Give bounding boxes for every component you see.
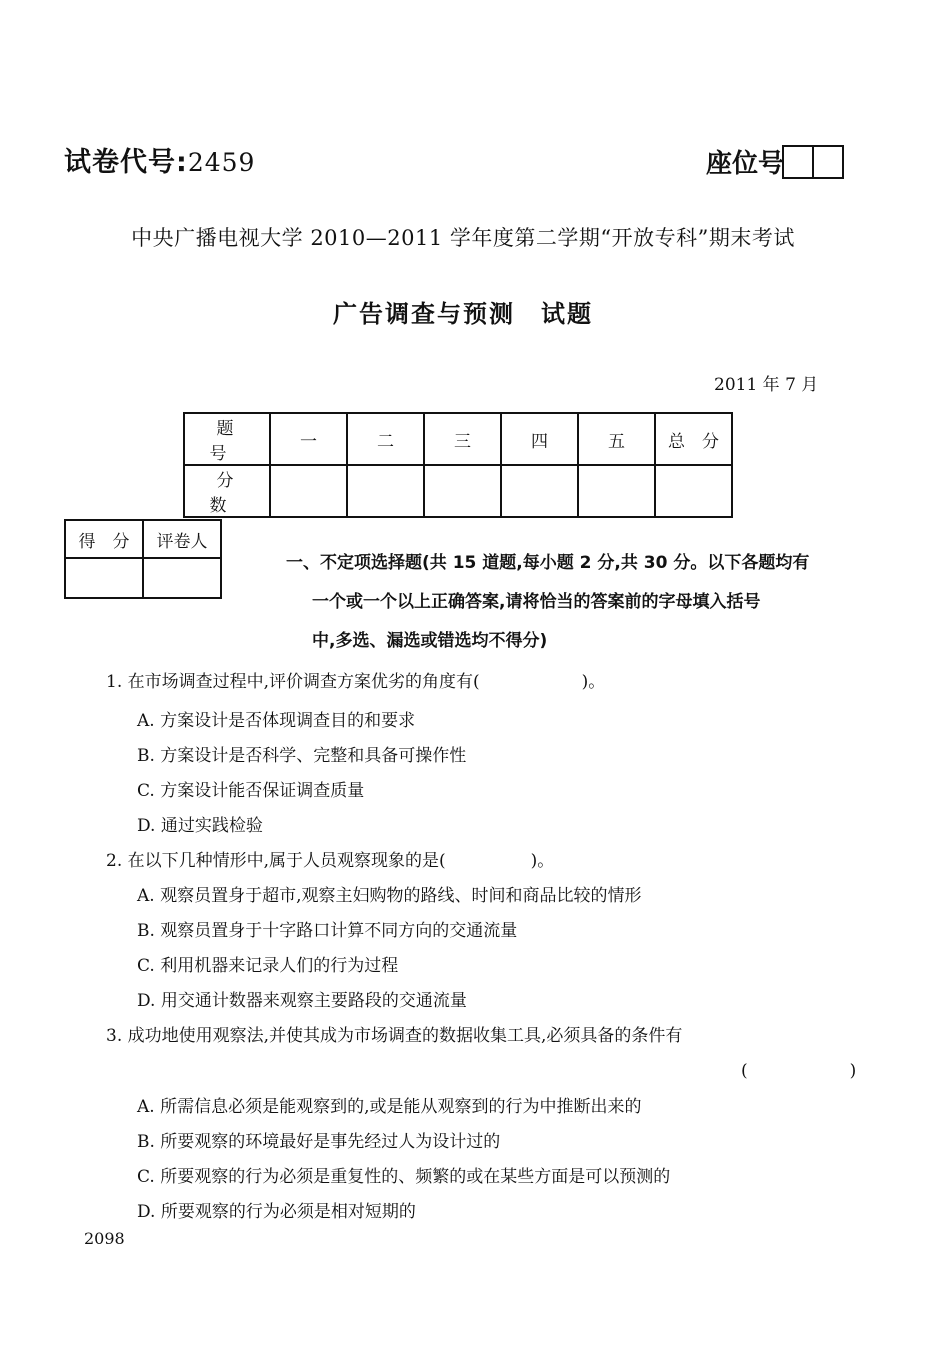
exam-header: 中央广播电视大学 2010—2011 学年度第二学期“开放专科”期末考试 bbox=[131, 226, 795, 250]
score-row-label: 分 数 bbox=[184, 465, 270, 517]
seat-number bbox=[706, 143, 844, 180]
grader-header-grader: 评卷人 bbox=[143, 520, 221, 558]
score-cell[interactable] bbox=[347, 465, 424, 517]
section-title-line: 一个或一个以上正确答案,请将恰当的答案前的字母填入括号 bbox=[312, 592, 761, 612]
score-header-cell: 总 分 bbox=[655, 413, 732, 465]
question-option: A. 观察员置身于超市,观察主妇购物的路线、时间和商品比较的情形 bbox=[137, 886, 642, 906]
score-cell[interactable] bbox=[655, 465, 732, 517]
question-option: D. 所要观察的行为必须是相对短期的 bbox=[137, 1202, 416, 1222]
question-option: C. 所要观察的行为必须是重复性的、频繁的或在某些方面是可以预测的 bbox=[137, 1167, 671, 1187]
score-header-cell: 二 bbox=[347, 413, 424, 465]
question-option: B. 所要观察的环境最好是事先经过人为设计过的 bbox=[137, 1132, 501, 1152]
exam-code-label: 试卷代号: bbox=[64, 147, 188, 178]
score-cell[interactable] bbox=[501, 465, 578, 517]
grader-header-score: 得 分 bbox=[65, 520, 143, 558]
seat-number-box[interactable] bbox=[812, 145, 844, 179]
score-header-cell: 题 号 bbox=[184, 413, 270, 465]
score-table-score-row bbox=[184, 465, 732, 517]
question-option: C. 利用机器来记录人们的行为过程 bbox=[137, 956, 399, 976]
score-cell[interactable] bbox=[424, 465, 501, 517]
question-option: A. 所需信息必须是能观察到的,或是能从观察到的行为中推断出来的 bbox=[137, 1097, 642, 1117]
score-header-cell: 三 bbox=[424, 413, 501, 465]
question-option: B. 观察员置身于十字路口计算不同方向的交通流量 bbox=[137, 921, 518, 941]
score-table-header-row bbox=[184, 413, 732, 465]
score-header-cell: 五 bbox=[578, 413, 655, 465]
exam-code bbox=[64, 140, 255, 179]
exam-date: 2011 年 7 月 bbox=[714, 375, 819, 395]
section-one-instructions bbox=[286, 544, 871, 661]
seat-number-label: 座位号 bbox=[706, 149, 785, 179]
page-number: 2098 bbox=[84, 1229, 125, 1248]
grader-score-cell[interactable] bbox=[65, 558, 143, 598]
score-header-cell: 一 bbox=[270, 413, 347, 465]
question-option: D. 用交通计数器来观察主要路段的交通流量 bbox=[137, 991, 467, 1011]
section-title-line: 一、不定项选择题(共 15 道题,每小题 2 分,共 30 分。以下各题均有 bbox=[286, 553, 810, 573]
subject-title: 广告调查与预测 试题 bbox=[333, 300, 593, 328]
question-2-stem: 2. 在以下几种情形中,属于人员观察现象的是( )。 bbox=[106, 851, 555, 871]
answer-bracket[interactable]: ( ) bbox=[741, 1061, 857, 1081]
question-1-stem: 1. 在市场调查过程中,评价调查方案优劣的角度有( )。 bbox=[106, 672, 606, 692]
grader-table bbox=[64, 519, 222, 599]
score-header-cell: 四 bbox=[501, 413, 578, 465]
question-3-stem: 3. 成功地使用观察法,并使其成为市场调查的数据收集工具,必须具备的条件有 bbox=[106, 1026, 683, 1046]
question-option: C. 方案设计能否保证调查质量 bbox=[137, 781, 365, 801]
exam-code-number: 2459 bbox=[187, 148, 256, 177]
question-option: D. 通过实践检验 bbox=[137, 816, 263, 836]
score-table bbox=[183, 412, 733, 518]
seat-number-box[interactable] bbox=[782, 145, 814, 179]
question-option: A. 方案设计是否体现调查目的和要求 bbox=[137, 711, 416, 731]
section-title-line: 中,多选、漏选或错选均不得分) bbox=[312, 631, 548, 651]
question-option: B. 方案设计是否科学、完整和具备可操作性 bbox=[137, 746, 467, 766]
score-cell[interactable] bbox=[578, 465, 655, 517]
grader-name-cell[interactable] bbox=[143, 558, 221, 598]
